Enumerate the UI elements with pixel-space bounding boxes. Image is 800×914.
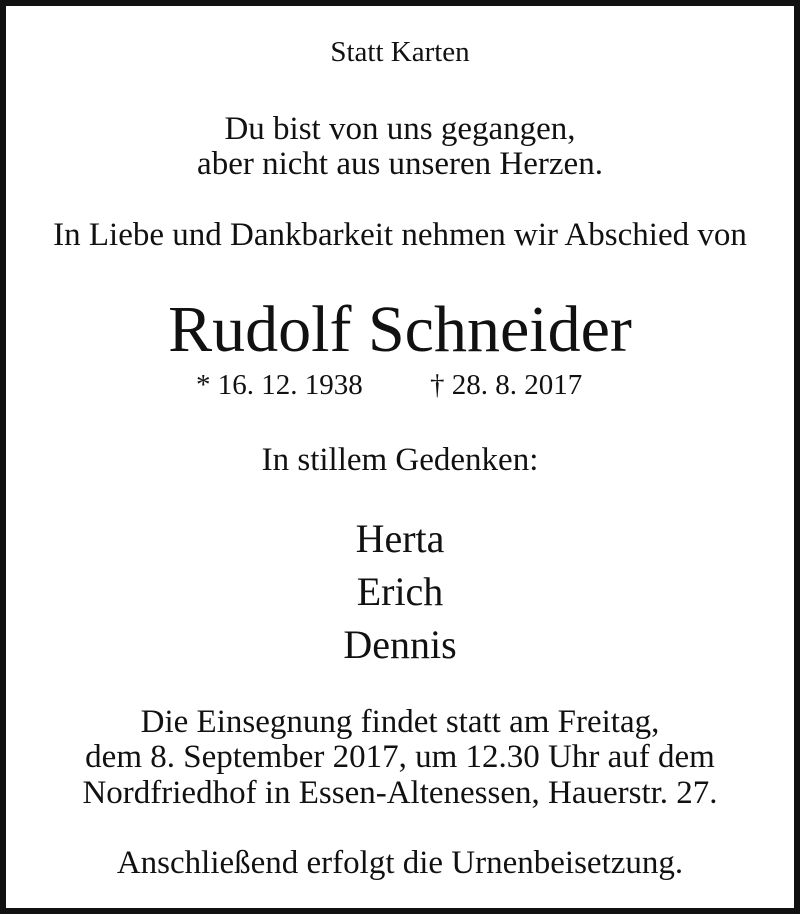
birth-date: * 16. 12. 1938 [196, 369, 363, 401]
service-line-3: Nordfriedhof in Essen-Altenessen, Hauerstr. 27. [82, 775, 718, 811]
verse-line-2: aber nicht aus unseren Herzen. [197, 146, 603, 182]
verse-line-1: Du bist von uns gegangen, [224, 111, 576, 147]
service-line-1: Die Einsegnung findet statt am Freitag, [140, 704, 660, 740]
death-date: † 28. 8. 2017 [430, 369, 583, 401]
deceased-name: Rudolf Schneider [168, 293, 632, 366]
header-text: Statt Karten [330, 36, 470, 68]
service-line-2: dem 8. September 2017, um 12.30 Uhr auf dem [85, 739, 715, 775]
mourner-name: Herta [355, 516, 445, 561]
closing-text: Anschließend erfolgt die Urnenbeisetzung. [116, 845, 684, 881]
mourner-name: Erich [356, 569, 444, 614]
mourner-name: Dennis [343, 622, 457, 667]
mourners-intro: In stillem Gedenken: [261, 442, 539, 478]
farewell-intro: In Liebe und Dankbarkeit nehmen wir Abschied von [53, 217, 747, 253]
